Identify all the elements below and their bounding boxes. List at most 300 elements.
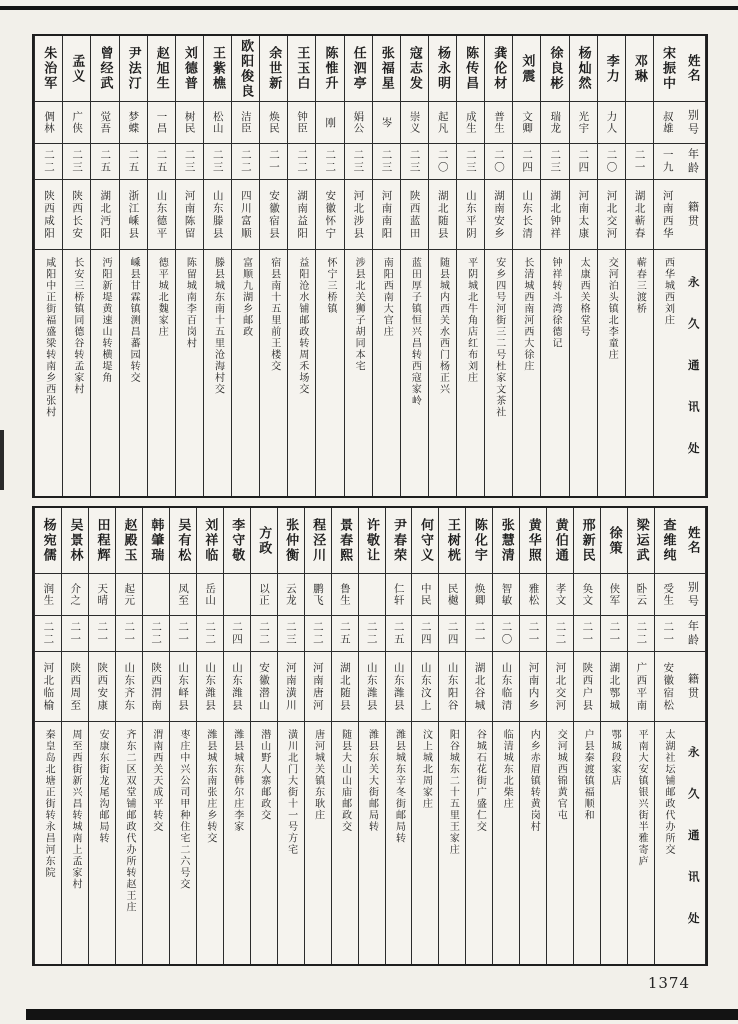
- entry-address-cell: [654, 250, 681, 496]
- entry-address-cell: [359, 722, 385, 964]
- entry-native-cell: [429, 180, 456, 250]
- entry-column: [438, 508, 465, 964]
- entry-alias-cell: [332, 574, 358, 616]
- entry-age-cell: [373, 144, 400, 180]
- entry-native-cell: [547, 652, 573, 722]
- entry-native: 四川富顺: [239, 189, 252, 240]
- entry-native: 河北交河: [605, 189, 618, 240]
- entry-column: [147, 36, 175, 496]
- entry-address-cell: [547, 722, 573, 964]
- entry-alias-cell: [598, 102, 625, 144]
- entry-name: 尹春荣: [390, 518, 406, 563]
- entry-name-cell: [288, 36, 315, 102]
- entry-alias: 云龙: [284, 583, 297, 606]
- entry-native-cell: [316, 180, 343, 250]
- header-age-cell: [681, 616, 705, 652]
- entry-native: 湖北鄂城: [608, 661, 621, 712]
- entry-column: [62, 36, 90, 496]
- entry-name: 许敬让: [364, 518, 380, 563]
- entry-name-cell: [626, 36, 653, 102]
- entry-alias-cell: [251, 574, 277, 616]
- entry-column: [196, 508, 223, 964]
- entry-alias: 起凡: [436, 111, 449, 134]
- entry-native-cell: [412, 652, 438, 722]
- entry-column: [411, 508, 438, 964]
- entry-alias-cell: [305, 574, 331, 616]
- entry-age-cell: [91, 144, 118, 180]
- entry-age: 二三: [352, 149, 365, 174]
- entry-address-cell: [457, 250, 484, 496]
- entry-native: 山东汶上: [419, 661, 432, 712]
- entry-column: [175, 36, 203, 496]
- entry-age-cell: [520, 616, 546, 652]
- entry-native: 河南唐河: [311, 661, 324, 712]
- entry-address: 蕲春三渡桥: [634, 257, 646, 315]
- entry-native-cell: [373, 180, 400, 250]
- scan-artifact-left-mark: [0, 430, 4, 490]
- entry-age: 二五: [338, 621, 351, 646]
- entry-address-cell: [305, 722, 331, 964]
- entry-address: 宿县南十五里前王楼交: [268, 257, 280, 372]
- entry-column: [492, 508, 519, 964]
- header-alias-cell: [681, 102, 705, 144]
- entry-alias: 仁轩: [392, 583, 405, 606]
- entry-alias: 瑞龙: [549, 111, 562, 134]
- entry-native: 湖南安乡: [492, 189, 505, 240]
- columns-bottom: [34, 508, 706, 964]
- entry-age-cell: [628, 616, 654, 652]
- entry-alias-cell: [91, 102, 118, 144]
- entry-alias: 成生: [464, 111, 477, 134]
- entry-age-cell: [345, 144, 372, 180]
- entry-age: 二一: [581, 621, 594, 646]
- entry-alias: 岳山: [204, 583, 217, 606]
- entry-alias-cell: [570, 102, 597, 144]
- entry-alias-cell: [143, 574, 169, 616]
- entry-alias: 孝文: [554, 583, 567, 606]
- entry-address-cell: [251, 722, 277, 964]
- header-age-cell: [681, 144, 705, 180]
- entry-age-cell: [260, 144, 287, 180]
- entry-column: [573, 508, 600, 964]
- entry-age-cell: [120, 144, 147, 180]
- entry-age: 二二: [635, 621, 648, 646]
- entry-address: 谷城石花街广盛仁交: [474, 729, 486, 833]
- entry-age: 二〇: [492, 149, 505, 174]
- entry-name-cell: [386, 508, 412, 574]
- entry-column: [546, 508, 573, 964]
- entry-alias-cell: [176, 102, 203, 144]
- entry-name: 韩肇瑞: [148, 518, 164, 563]
- entry-name: 王树桄: [444, 518, 460, 563]
- entry-column: [304, 508, 331, 964]
- header-age-label: 年龄: [686, 147, 700, 176]
- entry-alias: 梦蝶: [127, 111, 140, 134]
- header-native-label: 籍贯: [686, 672, 700, 701]
- header-address-label: 永久通讯处: [686, 746, 701, 954]
- entry-address-cell: [598, 250, 625, 496]
- entry-age-cell: [278, 616, 304, 652]
- entry-address-cell: [601, 722, 627, 964]
- entry-alias-cell: [601, 574, 627, 616]
- entry-alias-cell: [386, 574, 412, 616]
- entry-alias-cell: [288, 102, 315, 144]
- entry-address-cell: [116, 722, 142, 964]
- entry-address: 太康西关格堂号: [578, 257, 590, 338]
- entry-alias-cell: [541, 102, 568, 144]
- entry-age: 二二: [204, 621, 217, 646]
- entry-name-cell: [401, 36, 428, 102]
- entry-age-cell: [485, 144, 512, 180]
- entry-address-cell: [373, 250, 400, 496]
- entry-native-cell: [89, 652, 115, 722]
- entry-native: 广西平南: [635, 661, 648, 712]
- entry-address: 周至西街新兴昌转城南上孟家村: [70, 729, 82, 890]
- entry-address-cell: [89, 722, 115, 964]
- entry-age-cell: [251, 616, 277, 652]
- entry-address-cell: [35, 250, 62, 496]
- entry-name-cell: [601, 508, 627, 574]
- entry-address-cell: [170, 722, 196, 964]
- entry-address-cell: [120, 250, 147, 496]
- entry-alias-cell: [224, 574, 250, 616]
- entry-native-cell: [457, 180, 484, 250]
- header-column: [681, 36, 706, 496]
- entry-name-cell: [170, 508, 196, 574]
- entry-native: 河北交河: [554, 661, 567, 712]
- entry-address: 沔阳新堤黄速山转横堤角: [99, 257, 111, 384]
- entry-age-cell: [574, 616, 600, 652]
- entry-native-cell: [62, 652, 88, 722]
- entry-native: 陕西咸阳: [42, 189, 55, 240]
- header-name-label: 姓名: [686, 54, 702, 83]
- entry-name-cell: [197, 508, 223, 574]
- entry-native: 河南内乡: [527, 661, 540, 712]
- entry-age: 二一: [608, 621, 621, 646]
- header-name-cell: [681, 36, 705, 102]
- entry-native: 山东潍县: [365, 661, 378, 712]
- entry-address-cell: [197, 722, 223, 964]
- entry-name: 龚伦材: [491, 46, 507, 91]
- entry-address: 陈留城南李百岗村: [184, 257, 196, 349]
- entry-alias: 焕卿: [473, 583, 486, 606]
- columns-top: [34, 36, 706, 496]
- entry-alias-cell: [412, 574, 438, 616]
- entry-native-cell: [574, 652, 600, 722]
- entry-age-cell: [224, 616, 250, 652]
- entry-alias-cell: [513, 102, 540, 144]
- entry-native: 河南潢川: [284, 661, 297, 712]
- entry-native-cell: [598, 180, 625, 250]
- entry-address: 涉县北关狮子胡同本宅: [353, 257, 365, 372]
- entry-age-cell: [63, 144, 90, 180]
- entry-name: 查维纯: [660, 518, 676, 563]
- entry-address: 钟祥转斗湾徐德记: [549, 257, 561, 349]
- page-number: 1374: [647, 974, 690, 992]
- entry-native: 山东潍县: [392, 661, 405, 712]
- entry-name: 王紫樵: [209, 46, 225, 91]
- entry-name: 张慧清: [498, 518, 514, 563]
- entry-age-cell: [148, 144, 175, 180]
- entry-name: 任泗亭: [350, 46, 366, 91]
- header-name-label: 姓名: [686, 526, 702, 555]
- entry-address: 汶上城北周家庄: [420, 729, 432, 810]
- entry-native: 陕西户县: [581, 661, 594, 712]
- entry-name: 刘祥临: [202, 518, 218, 563]
- entry-native-cell: [204, 180, 231, 250]
- entry-age-cell: [35, 144, 62, 180]
- entry-native-cell: [401, 180, 428, 250]
- entry-native: 山东潍县: [231, 661, 244, 712]
- entry-age: 二一: [96, 621, 109, 646]
- entry-name: 徐良彬: [547, 46, 563, 91]
- entry-alias: 普生: [492, 111, 505, 134]
- entry-address-cell: [485, 250, 512, 496]
- entry-alias-cell: [457, 102, 484, 144]
- entry-age: 二一: [473, 621, 486, 646]
- entry-native: 山东临清: [500, 661, 513, 712]
- entry-age-cell: [305, 616, 331, 652]
- entry-alias: 松山: [211, 111, 224, 134]
- entry-age-cell: [204, 144, 231, 180]
- entry-name: 李守敬: [229, 518, 245, 563]
- entry-age: 二一: [633, 149, 646, 174]
- entry-column: [372, 36, 400, 496]
- entry-column: [625, 36, 653, 496]
- entry-name-cell: [520, 508, 546, 574]
- entry-column: [115, 508, 142, 964]
- entry-native-cell: [91, 180, 118, 250]
- entry-address-cell: [91, 250, 118, 496]
- entry-address-cell: [204, 250, 231, 496]
- entry-name-cell: [485, 36, 512, 102]
- entry-address: 南阳西南大官庄: [381, 257, 393, 338]
- entry-name: 景春熙: [337, 518, 353, 563]
- entry-alias-cell: [170, 574, 196, 616]
- entry-column: [627, 508, 654, 964]
- entry-alias-cell: [520, 574, 546, 616]
- entry-age: 二一: [177, 621, 190, 646]
- entry-name-cell: [35, 36, 62, 102]
- entry-name: 孟义: [69, 53, 85, 84]
- entry-name-cell: [574, 508, 600, 574]
- entry-native: 湖北谷城: [473, 661, 486, 712]
- entry-alias: 起元: [123, 583, 136, 606]
- entry-column: [169, 508, 196, 964]
- entry-alias-cell: [197, 574, 223, 616]
- entry-address: 临清城东北柴庄: [501, 729, 513, 810]
- entry-native-cell: [513, 180, 540, 250]
- entry-age-cell: [429, 144, 456, 180]
- entry-native: 河北涉县: [352, 189, 365, 240]
- entry-alias-cell: [35, 102, 62, 144]
- entry-column: [400, 36, 428, 496]
- entry-name: 陈传昌: [463, 46, 479, 91]
- entry-native-cell: [278, 652, 304, 722]
- entry-address: 潍县城东辛冬街邮局转: [393, 729, 405, 844]
- entry-alias-cell: [316, 102, 343, 144]
- entry-alias: 鹏飞: [311, 583, 324, 606]
- header-address-cell: [681, 722, 705, 964]
- entry-alias: 树民: [183, 111, 196, 134]
- entry-name-cell: [232, 36, 259, 102]
- entry-native-cell: [439, 652, 465, 722]
- entry-name-cell: [466, 508, 492, 574]
- entry-native: 湖北随县: [436, 189, 449, 240]
- entry-native-cell: [224, 652, 250, 722]
- entry-address-cell: [439, 722, 465, 964]
- entry-address: 咸阳中正街福盛梁转南乡西张村: [43, 257, 55, 418]
- entry-address-cell: [278, 722, 304, 964]
- entry-age: 二一: [662, 621, 675, 646]
- entry-native: 山东阳谷: [446, 661, 459, 712]
- entry-column: [203, 36, 231, 496]
- entry-address-cell: [626, 250, 653, 496]
- entry-age: 二三: [549, 149, 562, 174]
- entry-alias: 一昌: [155, 111, 168, 134]
- entry-alias: 雅松: [527, 583, 540, 606]
- entry-native: 陕西周至: [69, 661, 82, 712]
- entry-alias: 崇义: [408, 111, 421, 134]
- entry-alias: 奂文: [581, 583, 594, 606]
- entry-age-cell: [143, 616, 169, 652]
- entry-alias: 智敏: [500, 583, 513, 606]
- entry-age-cell: [288, 144, 315, 180]
- entry-age: 二四: [419, 621, 432, 646]
- entry-name-cell: [493, 508, 519, 574]
- entry-age: 一九: [661, 149, 674, 174]
- entry-name: 李力: [603, 53, 619, 84]
- entry-address: 唐河城关镇东耿庄: [312, 729, 324, 821]
- entry-address: 富顺九湖乡邮政: [240, 257, 252, 338]
- entry-age-cell: [598, 144, 625, 180]
- entry-column: [654, 508, 681, 964]
- entry-name-cell: [63, 36, 90, 102]
- entry-column: [90, 36, 118, 496]
- entry-alias: 以正: [257, 583, 270, 606]
- entry-name-cell: [373, 36, 400, 102]
- entry-alias: 叔雄: [661, 111, 674, 134]
- entry-native: 山东潍县: [204, 661, 217, 712]
- entry-address: 枣庄中兴公司甲种住宅二六号交: [177, 729, 189, 890]
- entry-age-cell: [35, 616, 61, 652]
- entry-name-cell: [359, 508, 385, 574]
- entry-name: 张福星: [378, 46, 394, 91]
- entry-alias: 中民: [419, 583, 432, 606]
- entry-native-cell: [35, 180, 62, 250]
- entry-age-cell: [232, 144, 259, 180]
- entry-name-cell: [412, 508, 438, 574]
- entry-address: 平南大安镇银兴街半雅寄庐: [636, 729, 648, 867]
- entry-column: [259, 36, 287, 496]
- entry-name-cell: [316, 36, 343, 102]
- entry-age-cell: [197, 616, 223, 652]
- entry-age: 二二: [365, 621, 378, 646]
- entry-name-cell: [429, 36, 456, 102]
- header-age-label: 年龄: [686, 619, 700, 648]
- entry-address: 安康东街龙尾沟邮局转: [97, 729, 108, 844]
- entry-name: 黄华照: [525, 518, 541, 563]
- entry-age-cell: [401, 144, 428, 180]
- entry-name: 刘德普: [181, 46, 197, 91]
- entry-alias-cell: [89, 574, 115, 616]
- entry-native-cell: [654, 180, 681, 250]
- entry-age-cell: [513, 144, 540, 180]
- entry-age-cell: [332, 616, 358, 652]
- entry-name: 寇志发: [406, 46, 422, 91]
- entry-column: [34, 36, 62, 496]
- entry-column: [88, 508, 115, 964]
- entry-native: 山东平阴: [464, 189, 477, 240]
- entry-column: [465, 508, 492, 964]
- entry-column: [142, 508, 169, 964]
- entry-address-cell: [541, 250, 568, 496]
- entry-alias-cell: [373, 102, 400, 144]
- entry-address-cell: [345, 250, 372, 496]
- entry-age-cell: [601, 616, 627, 652]
- entry-native-cell: [601, 652, 627, 722]
- entry-native-cell: [628, 652, 654, 722]
- entry-name: 方政: [256, 525, 272, 556]
- entry-name: 程泾川: [310, 518, 326, 563]
- entry-native-cell: [332, 652, 358, 722]
- entry-name-cell: [91, 36, 118, 102]
- entry-native: 山东齐东: [123, 661, 136, 712]
- entry-name: 赵殿玉: [121, 518, 137, 563]
- entry-alias-cell: [359, 574, 385, 616]
- entry-alias-cell: [493, 574, 519, 616]
- entry-alias: 娟公: [352, 111, 365, 134]
- entry-age-cell: [493, 616, 519, 652]
- entry-address-cell: [466, 722, 492, 964]
- entry-native: 陕西安康: [96, 661, 109, 712]
- entry-age: 二三: [380, 149, 393, 174]
- entry-age: 二三: [183, 149, 196, 174]
- entry-address-cell: [232, 250, 259, 496]
- header-name-cell: [681, 508, 705, 574]
- entry-column: [540, 36, 568, 496]
- entry-address-cell: [570, 250, 597, 496]
- entry-age-cell: [412, 616, 438, 652]
- entry-age: 二五: [127, 149, 140, 174]
- entry-age: 二一: [69, 621, 82, 646]
- entry-native-cell: [493, 652, 519, 722]
- entry-address: 阳谷城东二十五里王家庄: [447, 729, 459, 856]
- entry-name: 徐策: [606, 525, 622, 556]
- entry-name-cell: [547, 508, 573, 574]
- entry-address-cell: [176, 250, 203, 496]
- entry-name: 黄伯通: [552, 518, 568, 563]
- entry-native: 安徽宿松: [662, 661, 675, 712]
- header-alias-label: 别号: [686, 580, 700, 609]
- entry-native-cell: [520, 652, 546, 722]
- entry-age-cell: [62, 616, 88, 652]
- entry-alias: 力人: [605, 111, 618, 134]
- entry-age-cell: [655, 616, 681, 652]
- entry-age: 二三: [284, 621, 297, 646]
- entry-name: 杨永明: [434, 46, 450, 91]
- entry-alias: 光宇: [577, 111, 590, 134]
- entry-alias-cell: [345, 102, 372, 144]
- entry-age-cell: [89, 616, 115, 652]
- entry-name: 余世新: [266, 46, 282, 91]
- entry-address: 内乡赤眉镇转黄岗村: [528, 729, 540, 833]
- entry-alias-cell: [574, 574, 600, 616]
- entry-age: 二〇: [436, 149, 449, 174]
- entry-name-cell: [120, 36, 147, 102]
- entry-alias-cell: [466, 574, 492, 616]
- entry-name: 陈化宇: [471, 518, 487, 563]
